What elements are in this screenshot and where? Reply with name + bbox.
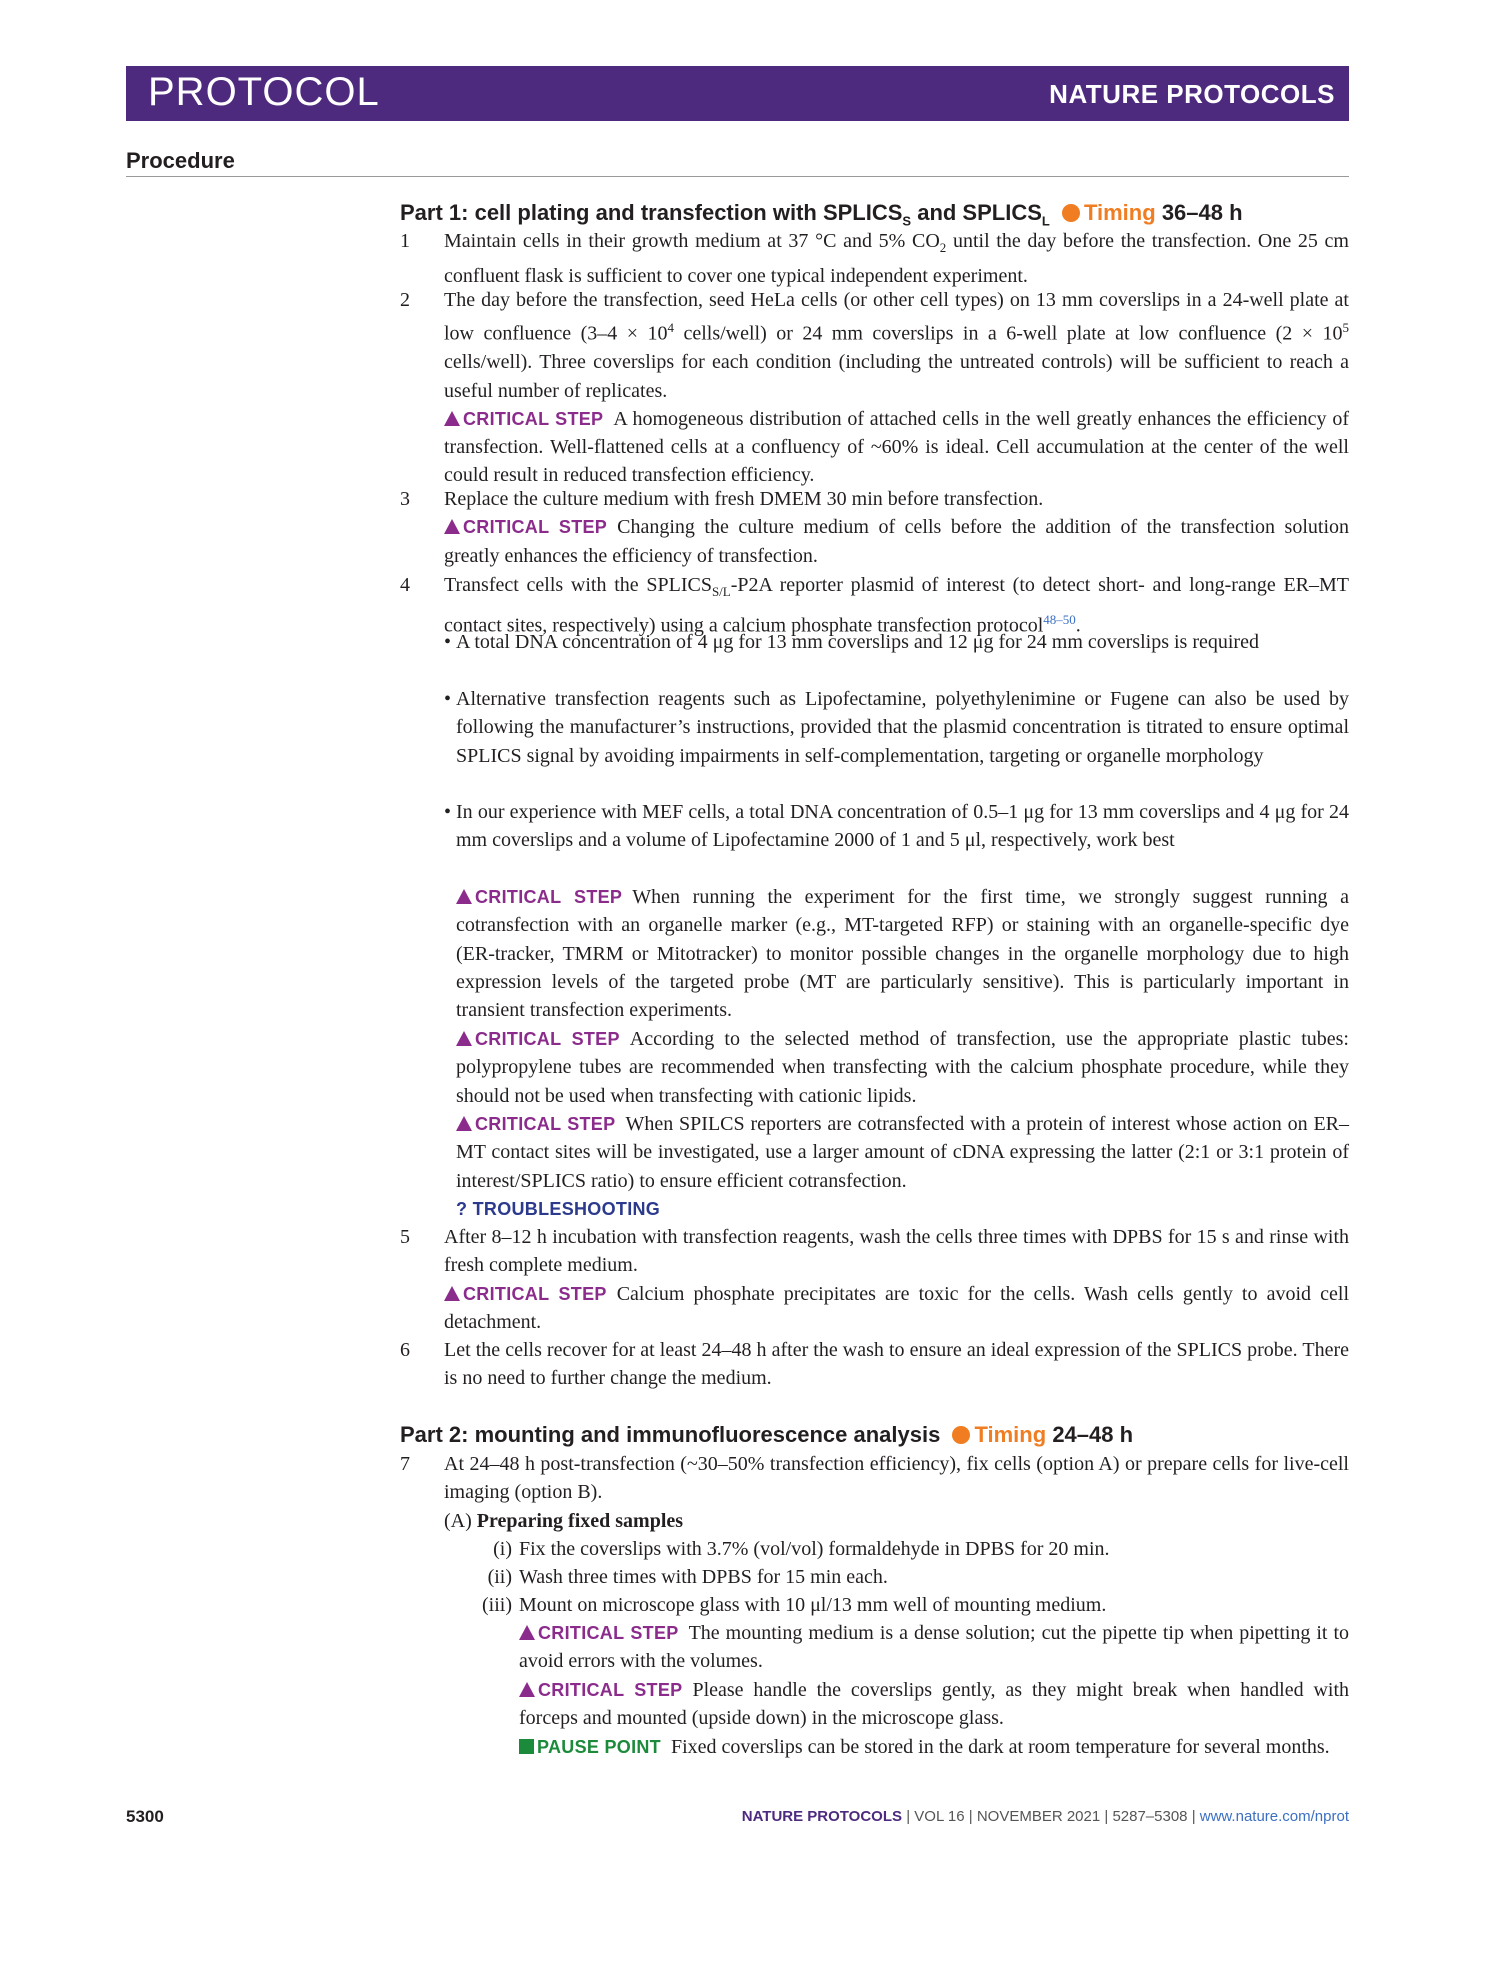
step-3-text: Replace the culture medium with fresh DMEM 30 min before transfection. CRITICAL STEP Changing the culture medium of cells before the addition of the transfection solution greatly enhances the efficiency of transfection.	[444, 485, 1349, 570]
critical-triangle-icon	[519, 1682, 535, 1697]
substep-number: (ii)	[487, 1566, 512, 1588]
substep-text: Wash three times with DPBS for 15 min each.	[519, 1566, 888, 1588]
list-item: A total DNA concentration of 4 μg for 13 mm coverslips and 12 μg for 24 mm coverslips is required	[456, 631, 1259, 653]
critical-step-note: CRITICAL STEP When running the experiment for the first time, we strongly suggest running a cotransfection with an organelle marker (e.g., MT-targeted RFP) or staining with an organelle-specific dye (ER-tracker, TMRM or Mitotracker) to monitor possible changes in the organelle morphology due to high expression levels of the targeted probe (MT are particularly sensitive). This is particularly important in transient transfection experiments.	[456, 886, 1350, 1022]
substep-text: Fix the coverslips with 3.7% (vol/vol) formaldehyde in DPBS for 20 min.	[519, 1538, 1110, 1560]
citation-link[interactable]: 48–50	[1043, 612, 1076, 628]
article-type-label: PROTOCOL	[148, 70, 380, 114]
step-2-text: The day before the transfection, seed HeLa cells (or other cell types) on 13 mm coverslips in a 24-well plate at low confluence ($3-4 \times 10^4$ cells/well) or 24 mm coverslips in a 6-well plate at low confluence ($2 \times 10^5$ cells/well). Three coverslips for each condition (including the untreated controls) will be sufficient to reach a useful number of replicates. CRITICAL STEP A homogeneous distribution of attached cells in the well greatly enhances the efficiency of transfection. Well-flattened cells at a confluency of ~60% is ideal. Cell accumulation at the center of the well could result in reduced transfection efficiency.	[444, 286, 1349, 490]
timing-dot-icon	[952, 1426, 970, 1444]
part2-heading: Part 2: mounting and immunofluorescence analysis Timing 24–48 h	[400, 1422, 1134, 1447]
step-number: 6	[400, 1339, 410, 1361]
step-number: 1	[400, 230, 410, 252]
step-number: 2	[400, 289, 410, 311]
section-title: Procedure	[126, 148, 235, 173]
step-1-text: Maintain cells in their growth medium at 37 °C and 5% $CO_2$ until the day before the transfection. One 25 cm confluent flask is sufficient to cover one typical independent experiment.	[444, 230, 1349, 288]
critical-step-note: CRITICAL STEP When SPILCS reporters are cotransfected with a protein of interest whose action on ER–MT contact sites will be investigated, use a larger amount of cDNA expressing the latter (2:1 or 3:1 protein of interest/SPLICS ratio) to ensure efficient cotransfection.	[456, 1113, 1350, 1192]
pause-square-icon	[519, 1739, 534, 1754]
part1-heading: Part 1: cell plating and transfection with $SPLICS_S$ and $SPLICS_L$ Timing 36–48 h	[400, 200, 1243, 229]
timing-label: Timing	[974, 1422, 1047, 1447]
substep-text: Mount on microscope glass with 10 μl/13 mm well of mounting medium.	[519, 1594, 1107, 1616]
list-item: Alternative transfection reagents such as Lipofectamine, polyethylenimine or Fugene can also be used by following the manufacturer’s instructions, provided that the plasmid concentration is titrated to ensure optimal SPLICS signal by avoiding impairments in self-complementation, targeting or organelle morphology	[456, 688, 1349, 767]
critical-step-note: CRITICAL STEP Changing the culture medium of cells before the addition of the transfection solution greatly enhances the efficiency of transfection.	[444, 516, 1349, 567]
troubleshooting-link[interactable]: ? TROUBLESHOOTING	[456, 1199, 661, 1219]
critical-triangle-icon	[456, 889, 472, 904]
substep-number: (i)	[493, 1538, 512, 1560]
critical-triangle-icon	[444, 411, 460, 426]
critical-triangle-icon	[444, 1286, 460, 1301]
journal-name: NATURE PROTOCOLS	[1049, 79, 1335, 109]
step-4-text: Transfect cells with the $SPLICS_{S/L}-P2A$ reporter plasmid of interest (to detect short- and long-range ER–MT contact sites, respectively) using a calcium phosphate transfection protocol$^{48-50}$.	[444, 574, 1349, 637]
step-number: 3	[400, 488, 410, 510]
page-number: 5300	[126, 1807, 164, 1826]
step-5-text: After 8–12 h incubation with transfection reagents, wash the cells three times with DPBS for 15 s and rinse with fresh complete medium. CRITICAL STEP Calcium phosphate precipitates are toxic for the cells. Wash cells gently to avoid cell detachment.	[444, 1223, 1349, 1336]
journal-url-link[interactable]: www.nature.com/nprot	[1199, 1808, 1349, 1825]
step-number: 7	[400, 1453, 410, 1475]
substep-number: (iii)	[482, 1594, 512, 1616]
journal-banner	[126, 66, 1349, 121]
list-item: In our experience with MEF cells, a total DNA concentration of 0.5–1 μg for 13 mm coverslips and 4 μg for 24 mm coverslips and a volume of Lipofectamine 2000 of 1 and 5 μl, respectively, work best	[456, 801, 1349, 852]
bullet-icon: •	[444, 688, 452, 710]
section-divider	[126, 176, 1349, 177]
step-7-text: At 24–48 h post-transfection (~30–50% transfection efficiency), fix cells (option A) or prepare cells for live-cell imaging (option B).	[444, 1453, 1349, 1504]
timing-value: 36–48 h	[1161, 200, 1243, 225]
step-number: 5	[400, 1226, 410, 1248]
bullet-icon: •	[444, 631, 452, 653]
step-6-text: Let the cells recover for at least 24–48 h after the wash to ensure an ideal expression of the SPLICS probe. There is no need to further change the medium.	[444, 1339, 1349, 1390]
critical-step-note: CRITICAL STEP Please handle the coverslips gently, as they might break when handled with forceps and mounted (upside down) in the microscope glass.	[519, 1679, 1349, 1730]
timing-value: 24–48 h	[1052, 1422, 1134, 1447]
pause-point-note: PAUSE POINT Fixed coverslips can be stored in the dark at room temperature for several months.	[519, 1733, 1349, 1761]
critical-triangle-icon	[519, 1625, 535, 1640]
critical-triangle-icon	[456, 1116, 472, 1131]
step-number: 4	[400, 574, 410, 596]
footer-citation: NATURE PROTOCOLS | VOL 16 | NOVEMBER 2021 | 5287–5308 | www.nature.com/nprot	[741, 1808, 1349, 1825]
critical-step-note: CRITICAL STEP The mounting medium is a dense solution; cut the pipette tip when pipetting it to avoid errors with the volumes.	[519, 1622, 1350, 1673]
timing-dot-icon	[1062, 204, 1080, 222]
timing-label: Timing	[1083, 200, 1156, 225]
critical-triangle-icon	[456, 1031, 472, 1046]
critical-step-note: CRITICAL STEP According to the selected method of transfection, use the appropriate plastic tubes: polypropylene tubes are recommended when transfecting with the calcium phosphate procedure, while they should not be used when transfecting with cationic lipids.	[456, 1028, 1349, 1107]
bullet-icon: •	[444, 801, 452, 823]
critical-step-note: CRITICAL STEP A homogeneous distribution of attached cells in the well greatly enhances the efficiency of transfection. Well-flattened cells at a confluency of ~60% is ideal. Cell accumulation at the center of the well could result in reduced transfection efficiency.	[444, 407, 1349, 487]
critical-step-note: CRITICAL STEP Calcium phosphate precipitates are toxic for the cells. Wash cells gently to avoid cell detachment.	[444, 1282, 1349, 1333]
option-a-heading: (A) Preparing fixed samples	[444, 1510, 684, 1532]
critical-triangle-icon	[444, 519, 460, 534]
